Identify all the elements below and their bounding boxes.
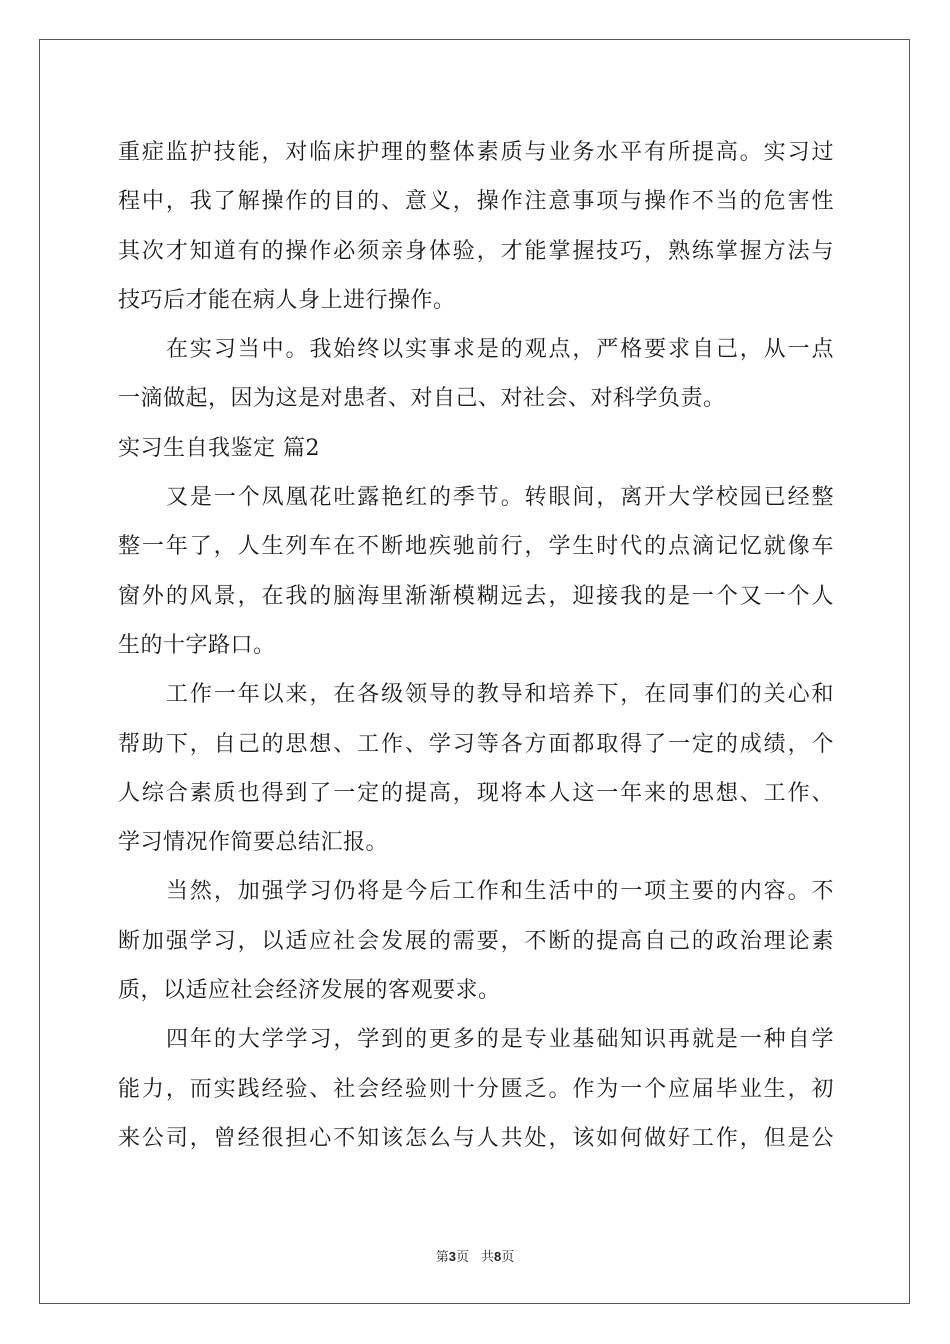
text-line-9: 整一年了，人生列车在不断地疾驰前行，学生时代的点滴记忆就像车	[118, 534, 834, 560]
text-line-10: 窗外的风景，在我的脑海里渐渐模糊远去，迎接我的是一个又一个人	[118, 583, 834, 609]
text-line-2: 程中，我了解操作的目的、意义，操作注意事项与操作不当的危害性	[118, 189, 834, 215]
text-line-19: 四年的大学学习，学到的更多的是专业基础知识再就是一种自学	[166, 1027, 834, 1053]
footer-page-prefix: 第	[435, 1250, 449, 1265]
text-line-18: 质，以适应社会经济发展的客观要求。	[118, 978, 501, 1004]
page-footer	[0, 1246, 950, 1265]
text-line-14: 人综合素质也得到了一定的提高，现将本人这一年来的思想、工作、	[118, 780, 834, 806]
text-line-11: 生的十字路口。	[118, 632, 276, 658]
text-line-13: 帮助下，自己的思想、工作、学习等各方面都取得了一定的成绩，个	[118, 731, 834, 757]
text-line-1: 重症监护技能，对临床护理的整体素质与业务水平有所提高。实习过	[118, 140, 834, 165]
text-line-12: 工作一年以来，在各级领导的教导和培养下，在同事们的关心和	[166, 682, 834, 708]
text-line-20: 能力，而实践经验、社会经验则十分匮乏。作为一个应届毕业生，初	[118, 1076, 834, 1102]
footer-page-suffix: 页	[455, 1250, 469, 1265]
footer-total-prefix: 共	[481, 1250, 495, 1265]
text-line-21: 来公司，曾经很担心不知该怎么与人共处，该如何做好工作，但是公	[118, 1125, 834, 1151]
text-line-17: 断加强学习，以适应社会发展的需要，不断的提高自己的政治理论素	[118, 928, 834, 954]
text-line-15: 学习情况作简要总结汇报。	[118, 830, 389, 856]
text-line-8: 又是一个凤凰花吐露艳红的季节。转眼间，离开大学校园已经整	[166, 485, 834, 511]
document-body	[118, 128, 834, 1163]
footer-total-pages: 8	[494, 1249, 502, 1264]
text-line-4: 技巧后才能在病人身上进行操作。	[118, 287, 456, 313]
footer-page-number: 3	[448, 1249, 456, 1264]
text-line-6: 一滴做起，因为这是对患者、对自己、对社会、对科学负责。	[118, 386, 726, 412]
text-line-16: 当然，加强学习仍将是今后工作和生活中的一项主要的内容。不	[166, 879, 834, 905]
text-line-3: 其次才知道有的操作必须亲身体验，才能掌握技巧，熟练掌握方法与	[118, 238, 834, 264]
text-line-5: 在实习当中。我始终以实事求是的观点，严格要求自己，从一点	[166, 337, 834, 363]
section-heading: 实习生自我鉴定 篇2	[118, 435, 320, 461]
footer-total-suffix: 页	[501, 1250, 515, 1265]
